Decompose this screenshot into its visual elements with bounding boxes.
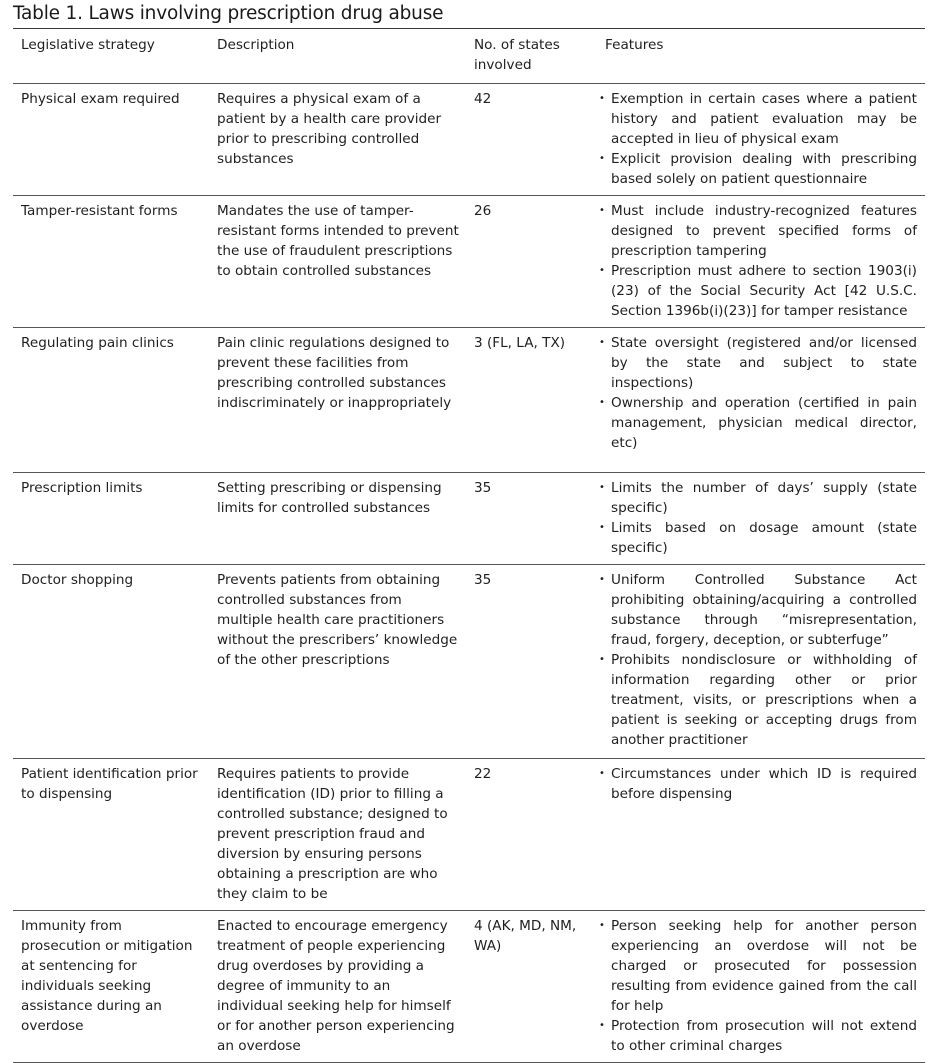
states-cell: 3 (FL, LA, TX) xyxy=(474,335,566,351)
description-cell: Pain clinic regulations designed to prevent these facilities from prescribing controlled substances indiscriminately or inappropriately xyxy=(217,335,452,411)
table-row xyxy=(13,328,925,473)
feature-item: • Prohibits nondisclosure or withholding of information regarding other or prior treatment, visits, or prescriptions when a patient is seeking or accepting drugs from another practitioner xyxy=(597,650,917,750)
features-list xyxy=(597,570,917,750)
features-cell xyxy=(597,759,925,911)
feature-item: • Protection from prosecution will not extend to other criminal charges xyxy=(597,1016,917,1056)
features-list xyxy=(597,764,917,804)
header-legislative-strategy: Legislative strategy xyxy=(21,37,155,53)
states-cell: 35 xyxy=(474,480,492,496)
states-cell: 22 xyxy=(474,766,492,782)
strategy-cell: Physical exam required xyxy=(21,91,180,107)
states-cell: 42 xyxy=(474,91,492,107)
strategy-cell: Patient identification prior to dispensing xyxy=(21,766,198,802)
header-no-of-states: No. of states involved xyxy=(474,37,560,73)
description-cell: Requires a physical exam of a patient by a health care provider prior to prescribing controlled substances xyxy=(217,91,442,167)
features-cell xyxy=(597,328,925,473)
states-cell: 4 (AK, MD, NM, WA) xyxy=(474,918,577,954)
features-cell xyxy=(597,565,925,759)
features-cell xyxy=(597,911,925,1063)
table-body xyxy=(13,84,925,1063)
header-features: Features xyxy=(605,37,664,53)
description-cell: Requires patients to provide identification (ID) prior to filling a controlled substance; designed to prevent prescription fraud and diversion by ensuring persons obtaining a prescription are who they claim to be xyxy=(217,766,448,902)
features-cell xyxy=(597,196,925,328)
description-cell: Prevents patients from obtaining controlled substances from multiple health care practitioners without the prescribers’ knowledge of the other prescriptions xyxy=(217,572,458,668)
features-list xyxy=(597,89,917,189)
strategy-cell: Prescription limits xyxy=(21,480,143,496)
feature-item: • Uniform Controlled Substance Act prohibiting obtaining/acquiring a controlled substance through “misrepresentation, fraud, forgery, deception, or subterfuge” xyxy=(597,570,917,650)
features-cell xyxy=(597,473,925,565)
feature-item: • Limits the number of days’ supply (state specific) xyxy=(597,478,917,518)
feature-item: • Person seeking help for another person experiencing an overdose will not be charged or prosecuted for possession resulting from evidence gained from the call for help xyxy=(597,916,917,1016)
features-list xyxy=(597,333,917,453)
table-row xyxy=(13,196,925,328)
feature-item: • Ownership and operation (certified in pain management, physician medical director, etc) xyxy=(597,393,917,453)
feature-item: • Prescription must adhere to section 1903(i)(23) of the Social Security Act [42 U.S.C. Section 1396b(i)(23)] for tamper resistance xyxy=(597,261,917,321)
table-header xyxy=(13,29,925,84)
table-title: Table 1. Laws involving prescription drug abuse xyxy=(13,3,444,24)
header-description: Description xyxy=(217,37,295,53)
feature-item: • Must include industry-recognized features designed to prevent specified forms of prescription tampering xyxy=(597,201,917,261)
features-list xyxy=(597,916,917,1056)
strategy-cell: Immunity from prosecution or mitigation at sentencing for individuals seeking assistance during an overdose xyxy=(21,918,193,1034)
table-row xyxy=(13,911,925,1063)
states-cell: 26 xyxy=(474,203,492,219)
feature-item: • State oversight (registered and/or licensed by the state and subject to state inspections) xyxy=(597,333,917,393)
features-list xyxy=(597,478,917,558)
description-cell: Setting prescribing or dispensing limits for controlled substances xyxy=(217,480,442,516)
features-cell xyxy=(597,84,925,196)
feature-item: • Explicit provision dealing with prescribing based solely on patient questionnaire xyxy=(597,149,917,189)
states-cell: 35 xyxy=(474,572,492,588)
description-cell: Mandates the use of tamper-resistant forms intended to prevent the use of fraudulent prescriptions to obtain controlled substances xyxy=(217,203,459,279)
header-row xyxy=(13,29,925,84)
description-cell: Enacted to encourage emergency treatment of people experiencing drug overdoses by providing a degree of immunity to an individual seeking help for himself or for another person experiencing an overdose xyxy=(217,918,455,1054)
features-list xyxy=(597,201,917,321)
strategy-cell: Doctor shopping xyxy=(21,572,134,588)
table-row xyxy=(13,759,925,911)
feature-item: • Circumstances under which ID is required before dispensing xyxy=(597,764,917,804)
laws-table xyxy=(13,28,925,1063)
table-row xyxy=(13,565,925,759)
feature-item: • Limits based on dosage amount (state specific) xyxy=(597,518,917,558)
strategy-cell: Tamper-resistant forms xyxy=(21,203,178,219)
table-row xyxy=(13,84,925,196)
strategy-cell: Regulating pain clinics xyxy=(21,335,174,351)
feature-item: • Exemption in certain cases where a patient history and patient evaluation may be accepted in lieu of physical exam xyxy=(597,89,917,149)
table-row xyxy=(13,473,925,565)
